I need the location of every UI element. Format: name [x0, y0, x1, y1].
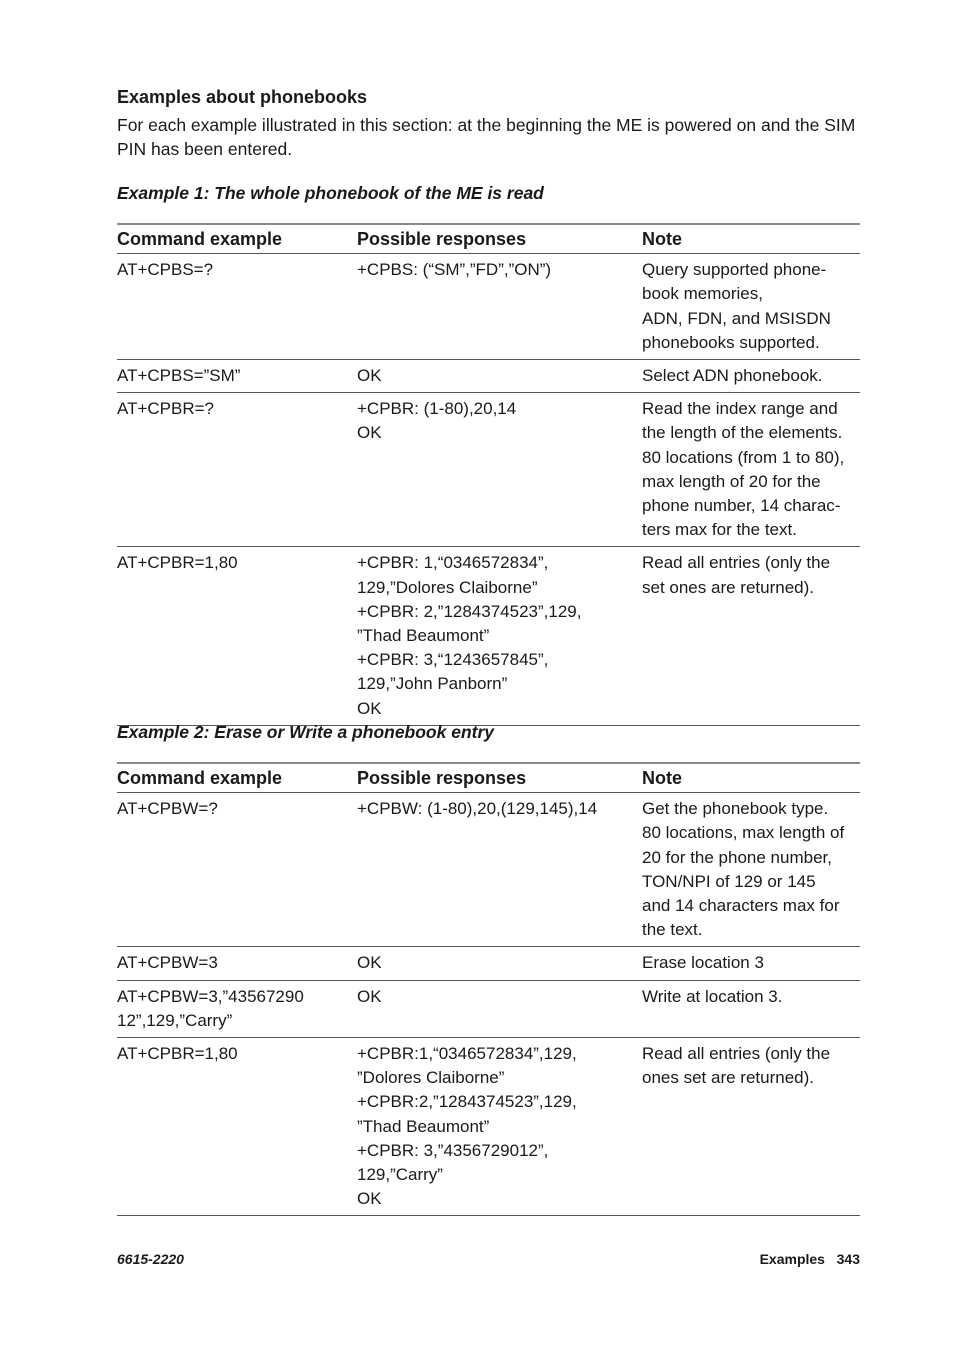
response-line: OK — [357, 1189, 382, 1209]
response-line: OK — [357, 366, 382, 386]
note-line: ADN, FDN, and MSISDN — [642, 308, 831, 328]
response-cell — [357, 360, 642, 393]
note-line: Read all entries (only the — [642, 1044, 831, 1064]
response-line: +CPBS: (“SM”,”FD”,”ON”) — [357, 260, 552, 280]
response-line: +CPBR: (1-80),20,14 — [357, 399, 517, 419]
command-line: AT+CPBR=1,80 — [117, 1044, 238, 1064]
header-note: Note — [642, 229, 682, 249]
command-cell — [117, 393, 357, 547]
note-cell — [642, 360, 860, 393]
note-line: Select ADN phonebook. — [642, 366, 823, 386]
note-cell — [642, 547, 860, 725]
example-1-table — [117, 223, 860, 726]
command-line: AT+CPBS=? — [117, 260, 214, 280]
note-cell — [642, 793, 860, 947]
table-row — [117, 547, 860, 725]
note-line: Read the index range and — [642, 399, 838, 419]
table-header-row — [117, 763, 860, 793]
note-cell — [642, 254, 860, 360]
response-line: +CPBR: 3,“1243657845”, — [357, 650, 549, 670]
footer-section: Examples — [759, 1251, 825, 1267]
response-line: 129,”Carry” — [357, 1165, 443, 1185]
note-line: ones set are returned). — [642, 1068, 814, 1088]
response-line: +CPBR: 1,“0346572834”, — [357, 553, 549, 573]
note-cell — [642, 980, 860, 1037]
response-line: OK — [357, 423, 382, 443]
example-1-title: Example 1: The whole phonebook of the ME is read — [117, 183, 544, 203]
response-line: +CPBR: 3,”4356729012”, — [357, 1140, 549, 1160]
note-line: and 14 characters max for — [642, 896, 840, 916]
intro-paragraph: For each example illustrated in this section: at the beginning the ME is powered on and the SIM PIN has been entered. — [117, 115, 856, 159]
command-line: 12”,129,”Carry” — [117, 1010, 233, 1030]
response-cell — [357, 947, 642, 980]
table-row — [117, 1038, 860, 1216]
command-cell — [117, 947, 357, 980]
header-note: Note — [642, 768, 682, 788]
header-command: Command example — [117, 229, 283, 249]
section-title: Examples about phonebooks — [117, 87, 368, 107]
note-line: Write at location 3. — [642, 986, 783, 1006]
table-row — [117, 947, 860, 980]
command-cell — [117, 1038, 357, 1216]
response-cell — [357, 547, 642, 725]
command-cell — [117, 254, 357, 360]
response-line: OK — [357, 953, 382, 973]
response-cell — [357, 254, 642, 360]
header-responses: Possible responses — [357, 768, 527, 788]
note-cell — [642, 1038, 860, 1216]
document-number: 6615-2220 — [117, 1251, 184, 1267]
response-line: ”Thad Beaumont” — [357, 1116, 490, 1136]
note-cell — [642, 947, 860, 980]
note-line: Erase location 3 — [642, 953, 764, 973]
note-line: 20 for the phone number, — [642, 847, 832, 867]
table-row — [117, 393, 860, 547]
response-line: OK — [357, 698, 382, 718]
note-line: phone number, 14 charac- — [642, 496, 841, 516]
note-line: max length of 20 for the — [642, 471, 821, 491]
note-line: the length of the elements. — [642, 423, 843, 443]
response-line: +CPBW: (1-80),20,(129,145),14 — [357, 799, 598, 819]
command-line: AT+CPBS=”SM” — [117, 366, 241, 386]
note-line: TON/NPI of 129 or 145 — [642, 871, 816, 891]
response-line: ”Dolores Claiborne” — [357, 1068, 505, 1088]
note-cell — [642, 393, 860, 547]
response-line: +CPBR:2,”1284374523”,129, — [357, 1092, 577, 1112]
response-cell — [357, 393, 642, 547]
response-line: 129,”John Panborn” — [357, 674, 508, 694]
note-line: 80 locations (from 1 to 80), — [642, 447, 845, 467]
command-cell — [117, 547, 357, 725]
note-line: Read all entries (only the — [642, 553, 831, 573]
response-line: ”Thad Beaumont” — [357, 626, 490, 646]
command-cell — [117, 980, 357, 1037]
response-line: 129,”Dolores Claiborne” — [357, 577, 538, 597]
command-line: AT+CPBR=? — [117, 399, 215, 419]
response-line: OK — [357, 986, 382, 1006]
note-line: set ones are returned). — [642, 577, 814, 597]
note-line: ters max for the text. — [642, 520, 797, 540]
page-number: 343 — [836, 1251, 860, 1267]
command-cell — [117, 360, 357, 393]
note-line: Get the phonebook type. — [642, 799, 829, 819]
command-line: AT+CPBW=3 — [117, 953, 218, 973]
example-2-table — [117, 762, 860, 1216]
command-cell — [117, 793, 357, 947]
response-cell — [357, 793, 642, 947]
note-line: phonebooks supported. — [642, 332, 820, 352]
footer-section-page — [760, 1251, 860, 1267]
table-row — [117, 254, 860, 360]
command-line: AT+CPBW=? — [117, 799, 218, 819]
note-line: 80 locations, max length of — [642, 823, 845, 843]
command-line: AT+CPBW=3,”43567290 — [117, 986, 304, 1006]
example-2-title: Example 2: Erase or Write a phonebook entry — [117, 722, 495, 742]
table-row — [117, 980, 860, 1037]
header-responses: Possible responses — [357, 229, 527, 249]
command-line: AT+CPBR=1,80 — [117, 553, 238, 573]
header-command: Command example — [117, 768, 283, 788]
note-line: the text. — [642, 920, 703, 940]
table-row — [117, 360, 860, 393]
note-line: book memories, — [642, 284, 763, 304]
response-cell — [357, 1038, 642, 1216]
table-row — [117, 793, 860, 947]
response-line: +CPBR: 2,”1284374523”,129, — [357, 601, 582, 621]
response-line: +CPBR:1,“0346572834”,129, — [357, 1044, 577, 1064]
table-header-row — [117, 224, 860, 254]
note-line: Query supported phone- — [642, 260, 827, 280]
response-cell — [357, 980, 642, 1037]
